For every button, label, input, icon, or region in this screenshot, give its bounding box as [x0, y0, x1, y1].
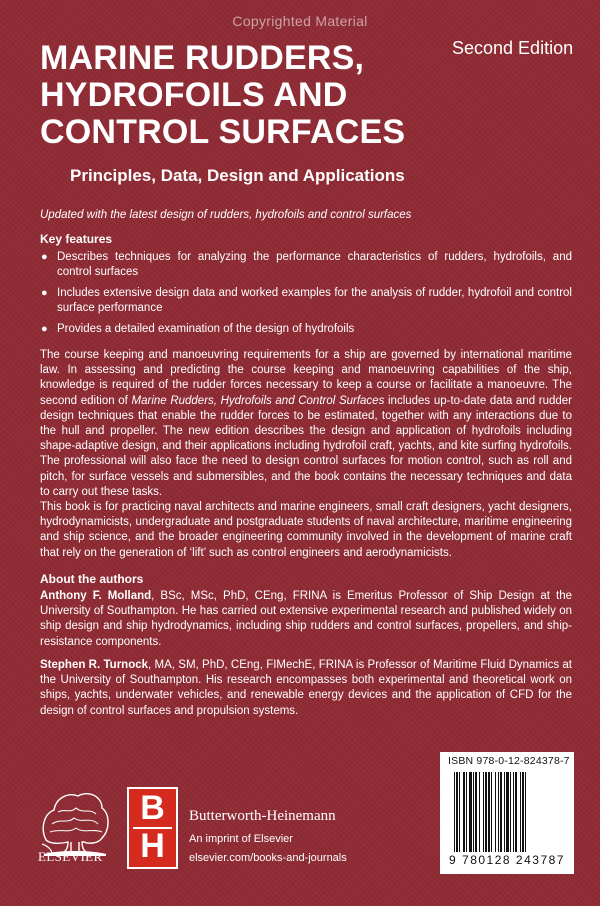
bh-logo-letter-b: B [140, 789, 165, 827]
description-paragraph-1 [40, 348, 572, 500]
watermark: Copyrighted Material [232, 13, 368, 29]
barcode-stripe [498, 772, 499, 852]
barcode-stripe [513, 772, 514, 852]
barcode-stripe [488, 772, 490, 852]
bh-logo-letter-h: H [140, 827, 165, 865]
barcode-stripe [515, 772, 517, 852]
barcode-stripe [483, 772, 484, 852]
barcode-number: 9 780128 243787 [449, 853, 565, 867]
title-line-2: HYDROFOILS AND [40, 76, 348, 114]
about-authors-heading: About the authors [40, 572, 144, 586]
bullet-icon: ● [41, 287, 48, 299]
barcode-stripe [520, 772, 521, 852]
title-line-1: MARINE RUDDERS, [40, 39, 365, 77]
key-feature-text: Describes techniques for analyzing the performance characteristics of rudders, hydrofoils, and control surfaces [57, 251, 572, 278]
bullet-icon: ● [41, 251, 48, 263]
edition-label: Second Edition [452, 38, 574, 58]
barcode-icon [454, 772, 560, 852]
barcode-stripe [485, 772, 487, 852]
author-name: Stephen R. Turnock [40, 659, 149, 671]
barcode-stripe [475, 772, 477, 852]
barcode-stripe [473, 772, 474, 852]
book-title-inline: Marine Rudders, Hydrofoils and Control Surfaces [131, 394, 385, 407]
elsevier-tree-logo-icon [38, 784, 112, 880]
description-text: The course keeping and manoeuvring requirements for a ship are governed by international maritime law. In assessing and predicting the course keeping and manoeuvring capabilities of the ship, knowledge is required of the rudder forces necessary to keep a course or facilitate a manoeuvre. The second edition of [40, 349, 572, 407]
isbn-barcode-box [440, 752, 574, 874]
author-bio-text: , MA, SM, PhD, CEng, FIMechE, FRINA is Professor of Maritime Fluid Dynamics at the University of Southampton. His research encompasses both experimental and theoretical work on ships, yachts, underwater vehicles, and renewable energy devices and the application of CFD for the design of control surfaces and propulsion systems. [40, 659, 572, 717]
key-features-heading: Key features [40, 232, 113, 246]
isbn-label: ISBN 978-0-12-824378-7 [448, 755, 570, 767]
barcode-stripe [500, 772, 502, 852]
description-paragraph-2: This book is for practicing naval architects and marine engineers, small craft designers, yacht designers, hydrodynamicists, undergraduate and postgraduate students of naval architecture, maritime engineering and ship science, and the broader engineering community involved in the development of marine craft that rely on the generation of ‘lift’ such as control engineers and aerodynamicists. [40, 501, 572, 559]
publisher-website: elsevier.com/books-and-journals [189, 852, 347, 864]
elsevier-wordmark: ELSEVIER [38, 849, 103, 864]
key-feature-item [40, 322, 572, 337]
key-feature-text: Provides a detailed examination of the design of hydrofoils [57, 323, 355, 335]
key-feature-text: Includes extensive design data and worked examples for the analysis of rudder, hydrofoil and control surface performance [57, 287, 572, 314]
book-subtitle: Principles, Data, Design and Applications [70, 166, 405, 185]
barcode-stripe [463, 772, 465, 852]
key-feature-item [40, 286, 572, 316]
barcode-stripe [456, 772, 458, 852]
publisher-name: Butterworth-Heinemann [189, 808, 336, 824]
barcode-stripe [479, 772, 480, 852]
title-line-3: CONTROL SURFACES [40, 113, 406, 151]
barcode-stripe [525, 772, 526, 852]
barcode-stripe [510, 772, 511, 852]
book-title [40, 40, 405, 151]
barcode-stripe [506, 772, 509, 852]
barcode-stripe [459, 772, 460, 852]
author-bio-1 [40, 589, 572, 650]
barcode-stripe [504, 772, 505, 852]
author-bio-2 [40, 658, 572, 719]
barcode-stripe [522, 772, 524, 852]
barcode-stripe [495, 772, 496, 852]
bh-logo [127, 787, 178, 869]
author-bio-text: , BSc, MSc, PhD, CEng, FRINA is Emeritus Professor of Ship Design at the University of Southampton. He has carried out extensive experimental research and published widely on ship design and ship hydrodynamics, including ship rudders and control surfaces, propellers, and ship-resistance components. [40, 590, 572, 648]
updated-note: Updated with the latest design of rudders, hydrofoils and control surfaces [40, 209, 412, 221]
barcode-stripe [454, 772, 455, 852]
imprint-text: An imprint of Elsevier [189, 833, 293, 845]
author-name: Anthony F. Molland [40, 590, 152, 602]
description-text-cont: includes up-to-date data and rudder design techniques that enable the rudder forces to be estimated, together with any interactions due to the hull and propeller. The new edition describes the design and application of hydrofoils including shape-adaptive design, and their applications including hydrofoil craft, yachts, and kite surfing hydrofoils. The professional will also face the need to design control surfaces for motion control, such as roll and pitch, for surface vessels and submersibles, and the book contains the necessary techniques and data to carry out these tasks. [40, 394, 573, 498]
barcode-stripe [466, 772, 467, 852]
bullet-icon: ● [41, 323, 48, 335]
barcode-stripe [491, 772, 492, 852]
key-features-list [40, 250, 572, 343]
key-feature-item [40, 250, 572, 280]
barcode-stripe [469, 772, 472, 852]
